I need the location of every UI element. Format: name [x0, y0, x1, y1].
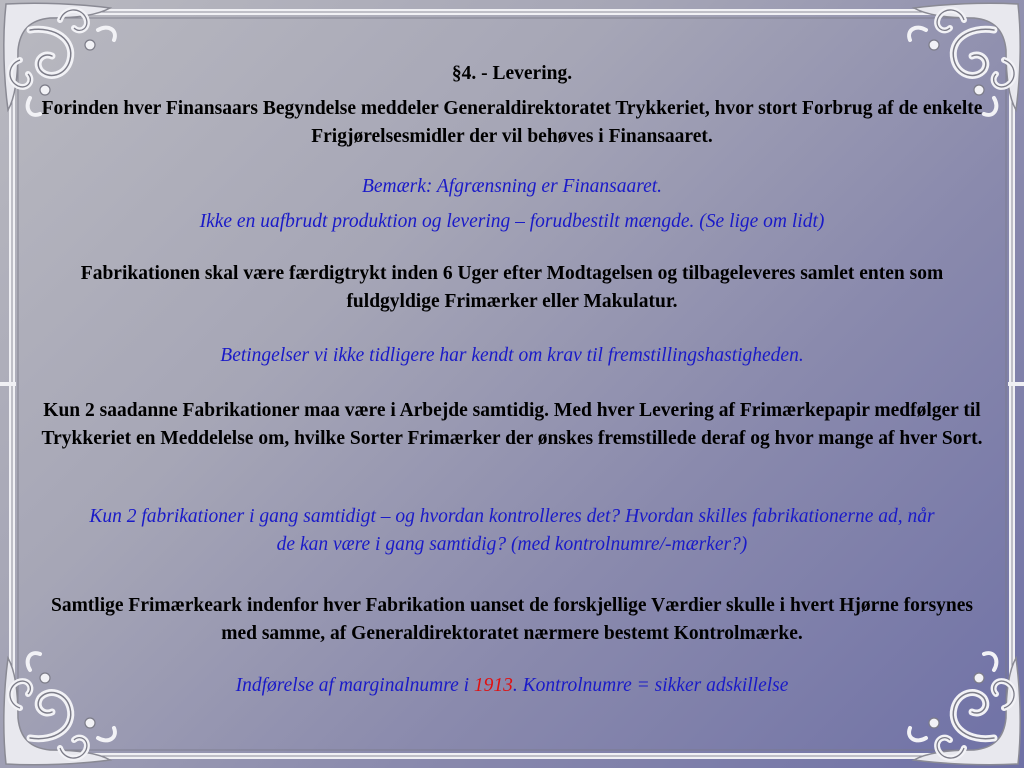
note-marginalnumre-start: Indførelse af marginalnumre i [235, 675, 474, 696]
slide-content [40, 0, 984, 768]
note-produktion: Ikke en uafbrudt produktion og levering – forudbestilt mængde. (Se lige om lidt) [199, 211, 825, 232]
paragraph-kontrolmaerke: Samtlige Frimærkeark indenfor hver Fabrikation uanset de forskjellige Værdier skulle i hvert Hjørne forsynes med samme, af Generaldirektoratet nærmere bestemt Kontrolmærke. [50, 595, 974, 644]
note-marginalnumre [40, 672, 984, 700]
section-title: §4. - Levering. [451, 63, 573, 84]
note-marginalnumre-end: . Kontrolnumre = sikker adskillelse [512, 675, 789, 696]
note-kontrol: Kun 2 fabrikationer i gang samtidigt – og hvordan kontrolleres det? Hvordan skilles fabrikationerne ad, når de kan være i gang samtidig? (med kontrolnumre/-mærker?) [89, 506, 935, 555]
paragraph-samtidig: Kun 2 saadanne Fabrikationer maa være i Arbejde samtidig. Med hver Levering af Frimærkepapir medfølger til Trykkeriet en Meddelelse om, hvilke Sorter Frimærker der ønskes fremstillede deraf og hvor mange af hver Sort. [41, 400, 983, 449]
note-betingelser: Betingelser vi ikke tidligere har kendt om krav til fremstillingshastigheden. [220, 345, 804, 366]
note-afgraensning: Bemærk: Afgrænsning er Finansaaret. [361, 176, 663, 197]
paragraph-fabrikation: Fabrikationen skal være færdigtrykt inden 6 Uger efter Modtagelsen og tilbageleveres samlet enten som fuldgyldige Frimærker eller Makulatur. [80, 263, 944, 312]
paragraph-forbrug: Forinden hver Finansaars Begyndelse meddeler Generaldirektoratet Trykkeriet, hvor stort Forbrug af de enkelte Frigjørelsesmidler der vil behøves i Finansaaret. [41, 98, 983, 147]
year-highlight: 1913 [473, 675, 513, 696]
